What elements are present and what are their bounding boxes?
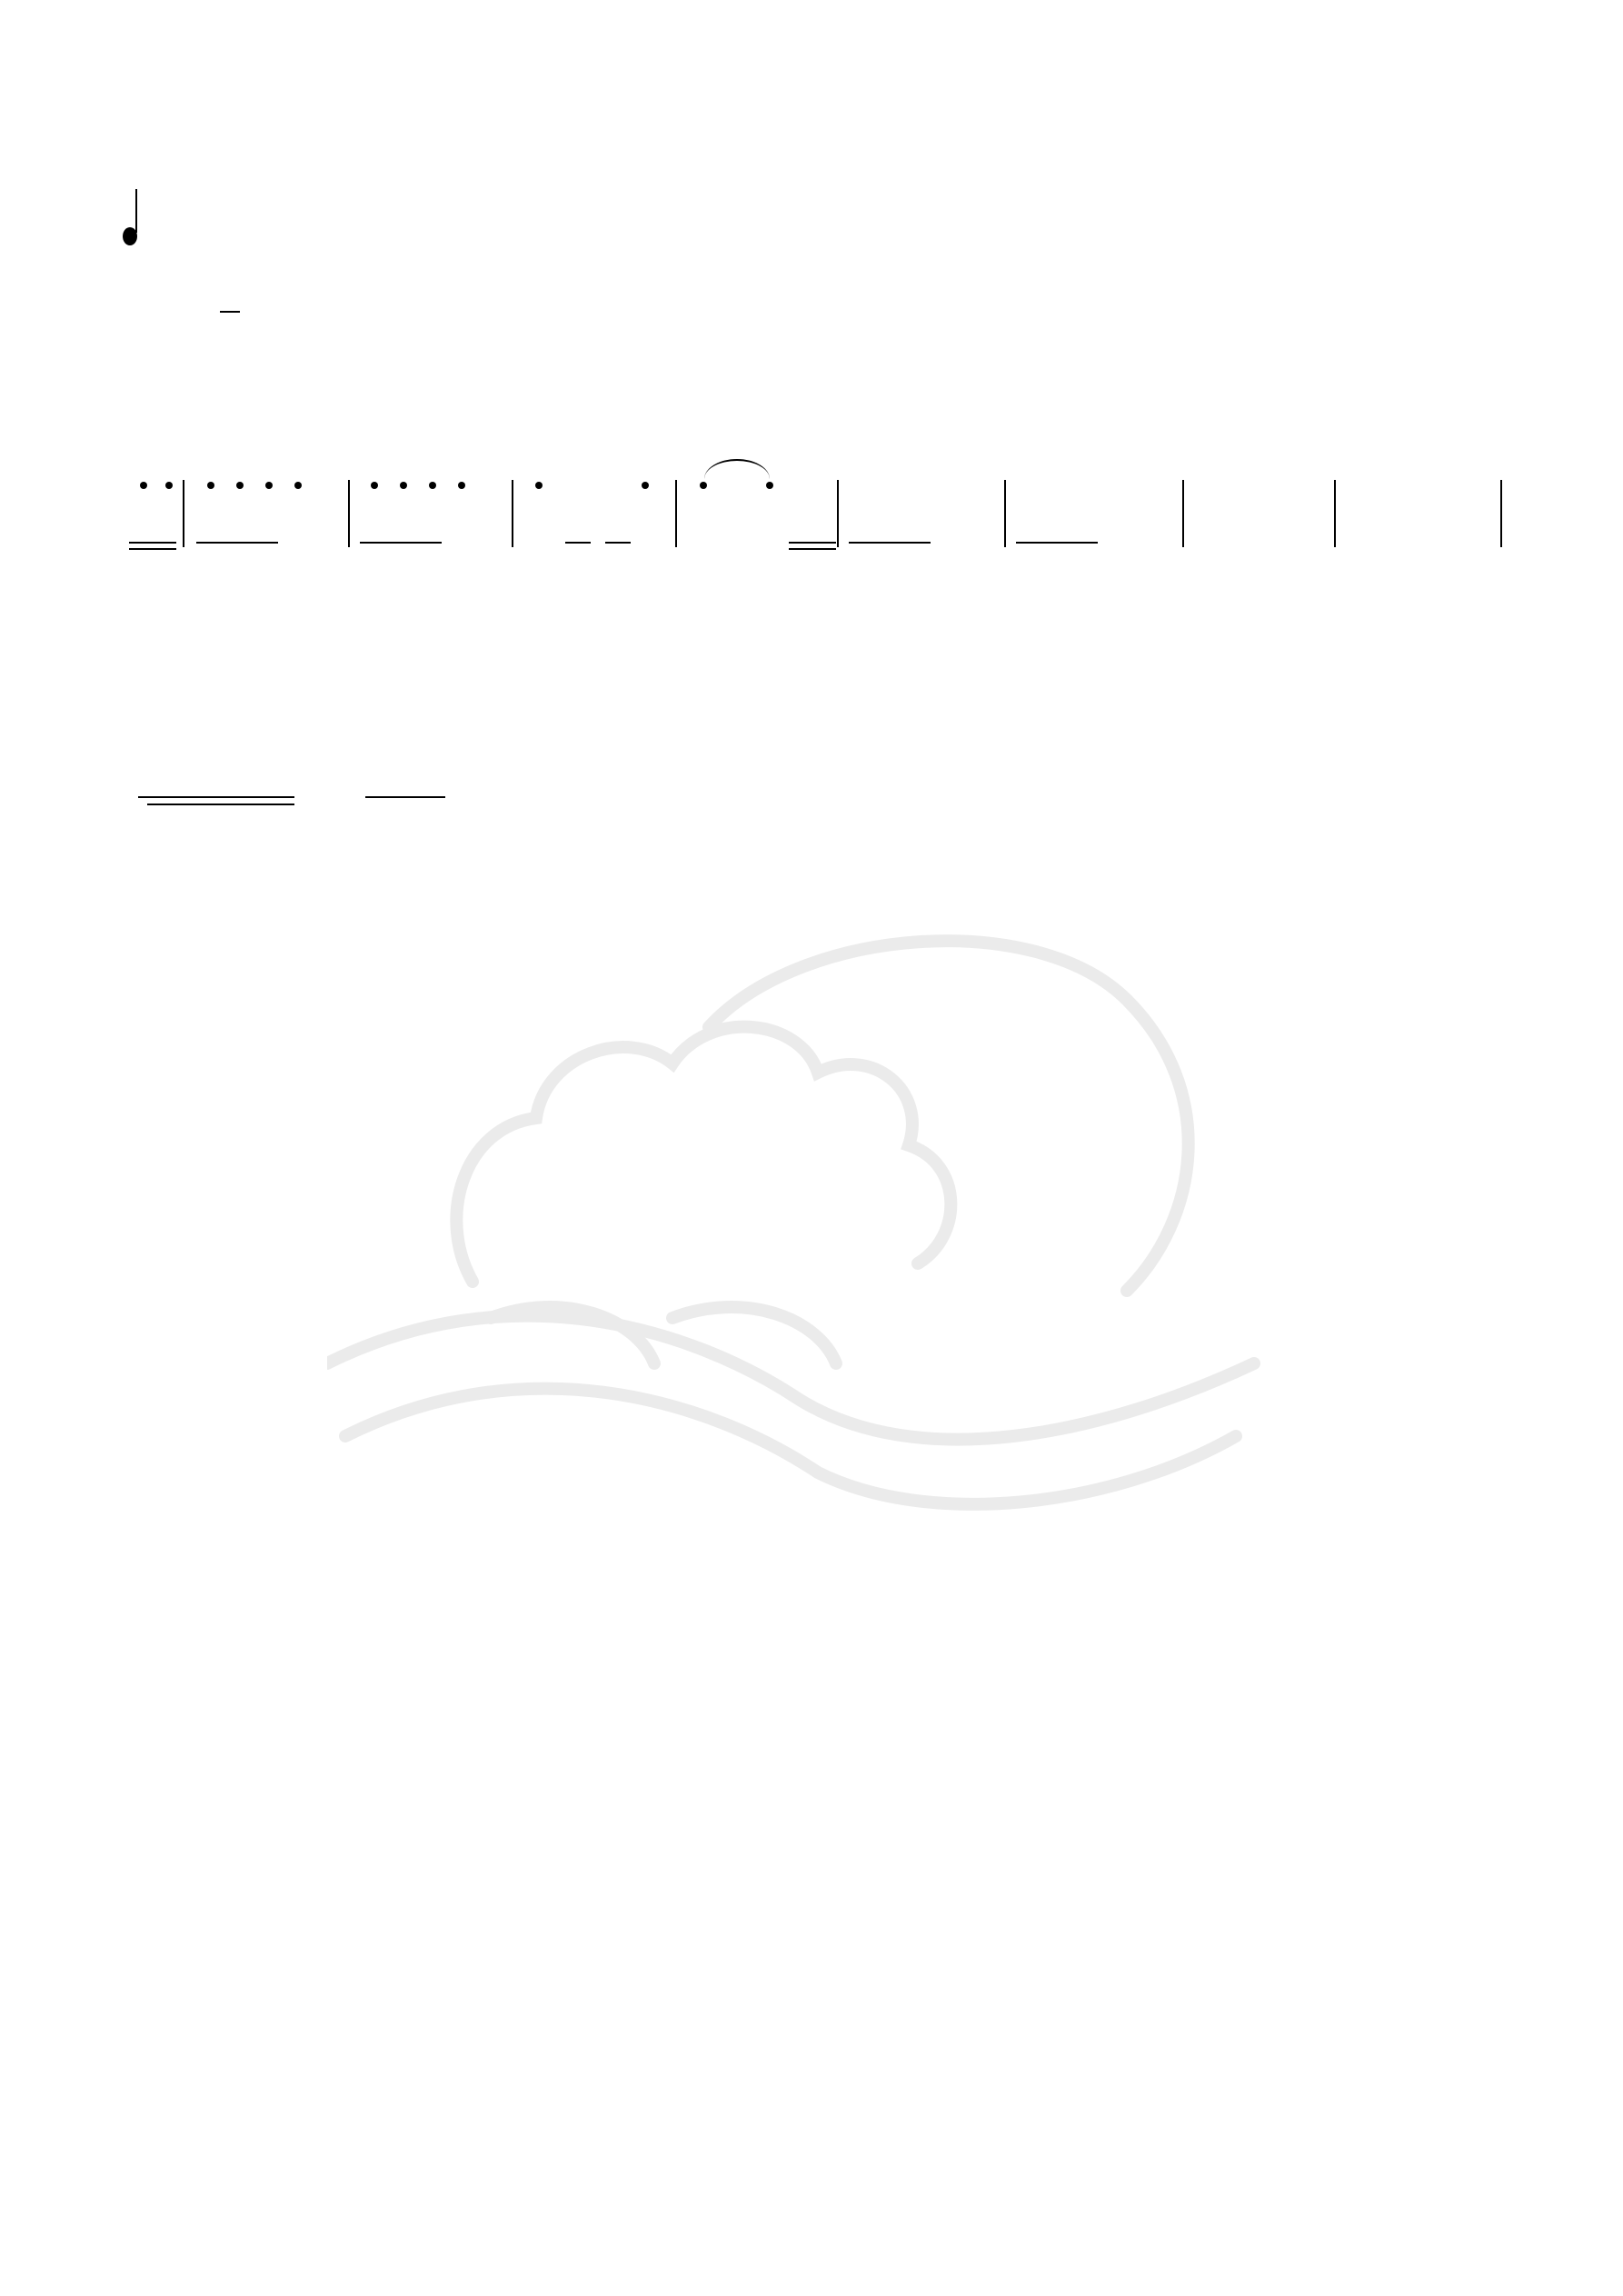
quarter-note-icon <box>121 189 146 245</box>
barline <box>512 480 513 547</box>
note <box>175 753 208 798</box>
note <box>272 753 304 798</box>
note <box>153 491 185 536</box>
note <box>876 491 909 536</box>
note <box>687 491 720 536</box>
note <box>416 491 449 536</box>
note <box>134 753 167 798</box>
note <box>387 491 420 536</box>
note <box>629 491 662 536</box>
note <box>1198 491 1230 536</box>
barline <box>837 480 839 547</box>
note <box>1101 491 1134 536</box>
barline <box>675 480 677 547</box>
note <box>1361 491 1394 536</box>
tie-slur <box>704 459 770 479</box>
barline <box>1182 480 1184 547</box>
note <box>365 753 398 798</box>
note <box>194 491 227 536</box>
note <box>1043 491 1076 536</box>
note <box>564 491 597 536</box>
note <box>240 753 273 798</box>
note <box>402 753 434 798</box>
note <box>1257 491 1289 536</box>
note <box>253 491 285 536</box>
barline <box>1004 480 1006 547</box>
note <box>934 491 967 536</box>
note <box>523 491 555 536</box>
note <box>1072 491 1105 536</box>
time-signature <box>216 309 244 314</box>
note <box>208 753 241 798</box>
barline <box>1334 480 1336 547</box>
note <box>905 491 938 536</box>
note <box>445 491 478 536</box>
note <box>753 491 786 536</box>
note <box>358 491 391 536</box>
note <box>812 491 845 536</box>
barline <box>348 480 350 547</box>
note <box>282 491 314 536</box>
note <box>1421 491 1454 536</box>
barline <box>1500 480 1502 547</box>
note <box>1014 491 1047 536</box>
note <box>847 491 880 536</box>
barline <box>183 480 184 547</box>
note <box>224 491 256 536</box>
note <box>437 753 470 798</box>
sheep-watermark-icon <box>327 891 1272 1527</box>
